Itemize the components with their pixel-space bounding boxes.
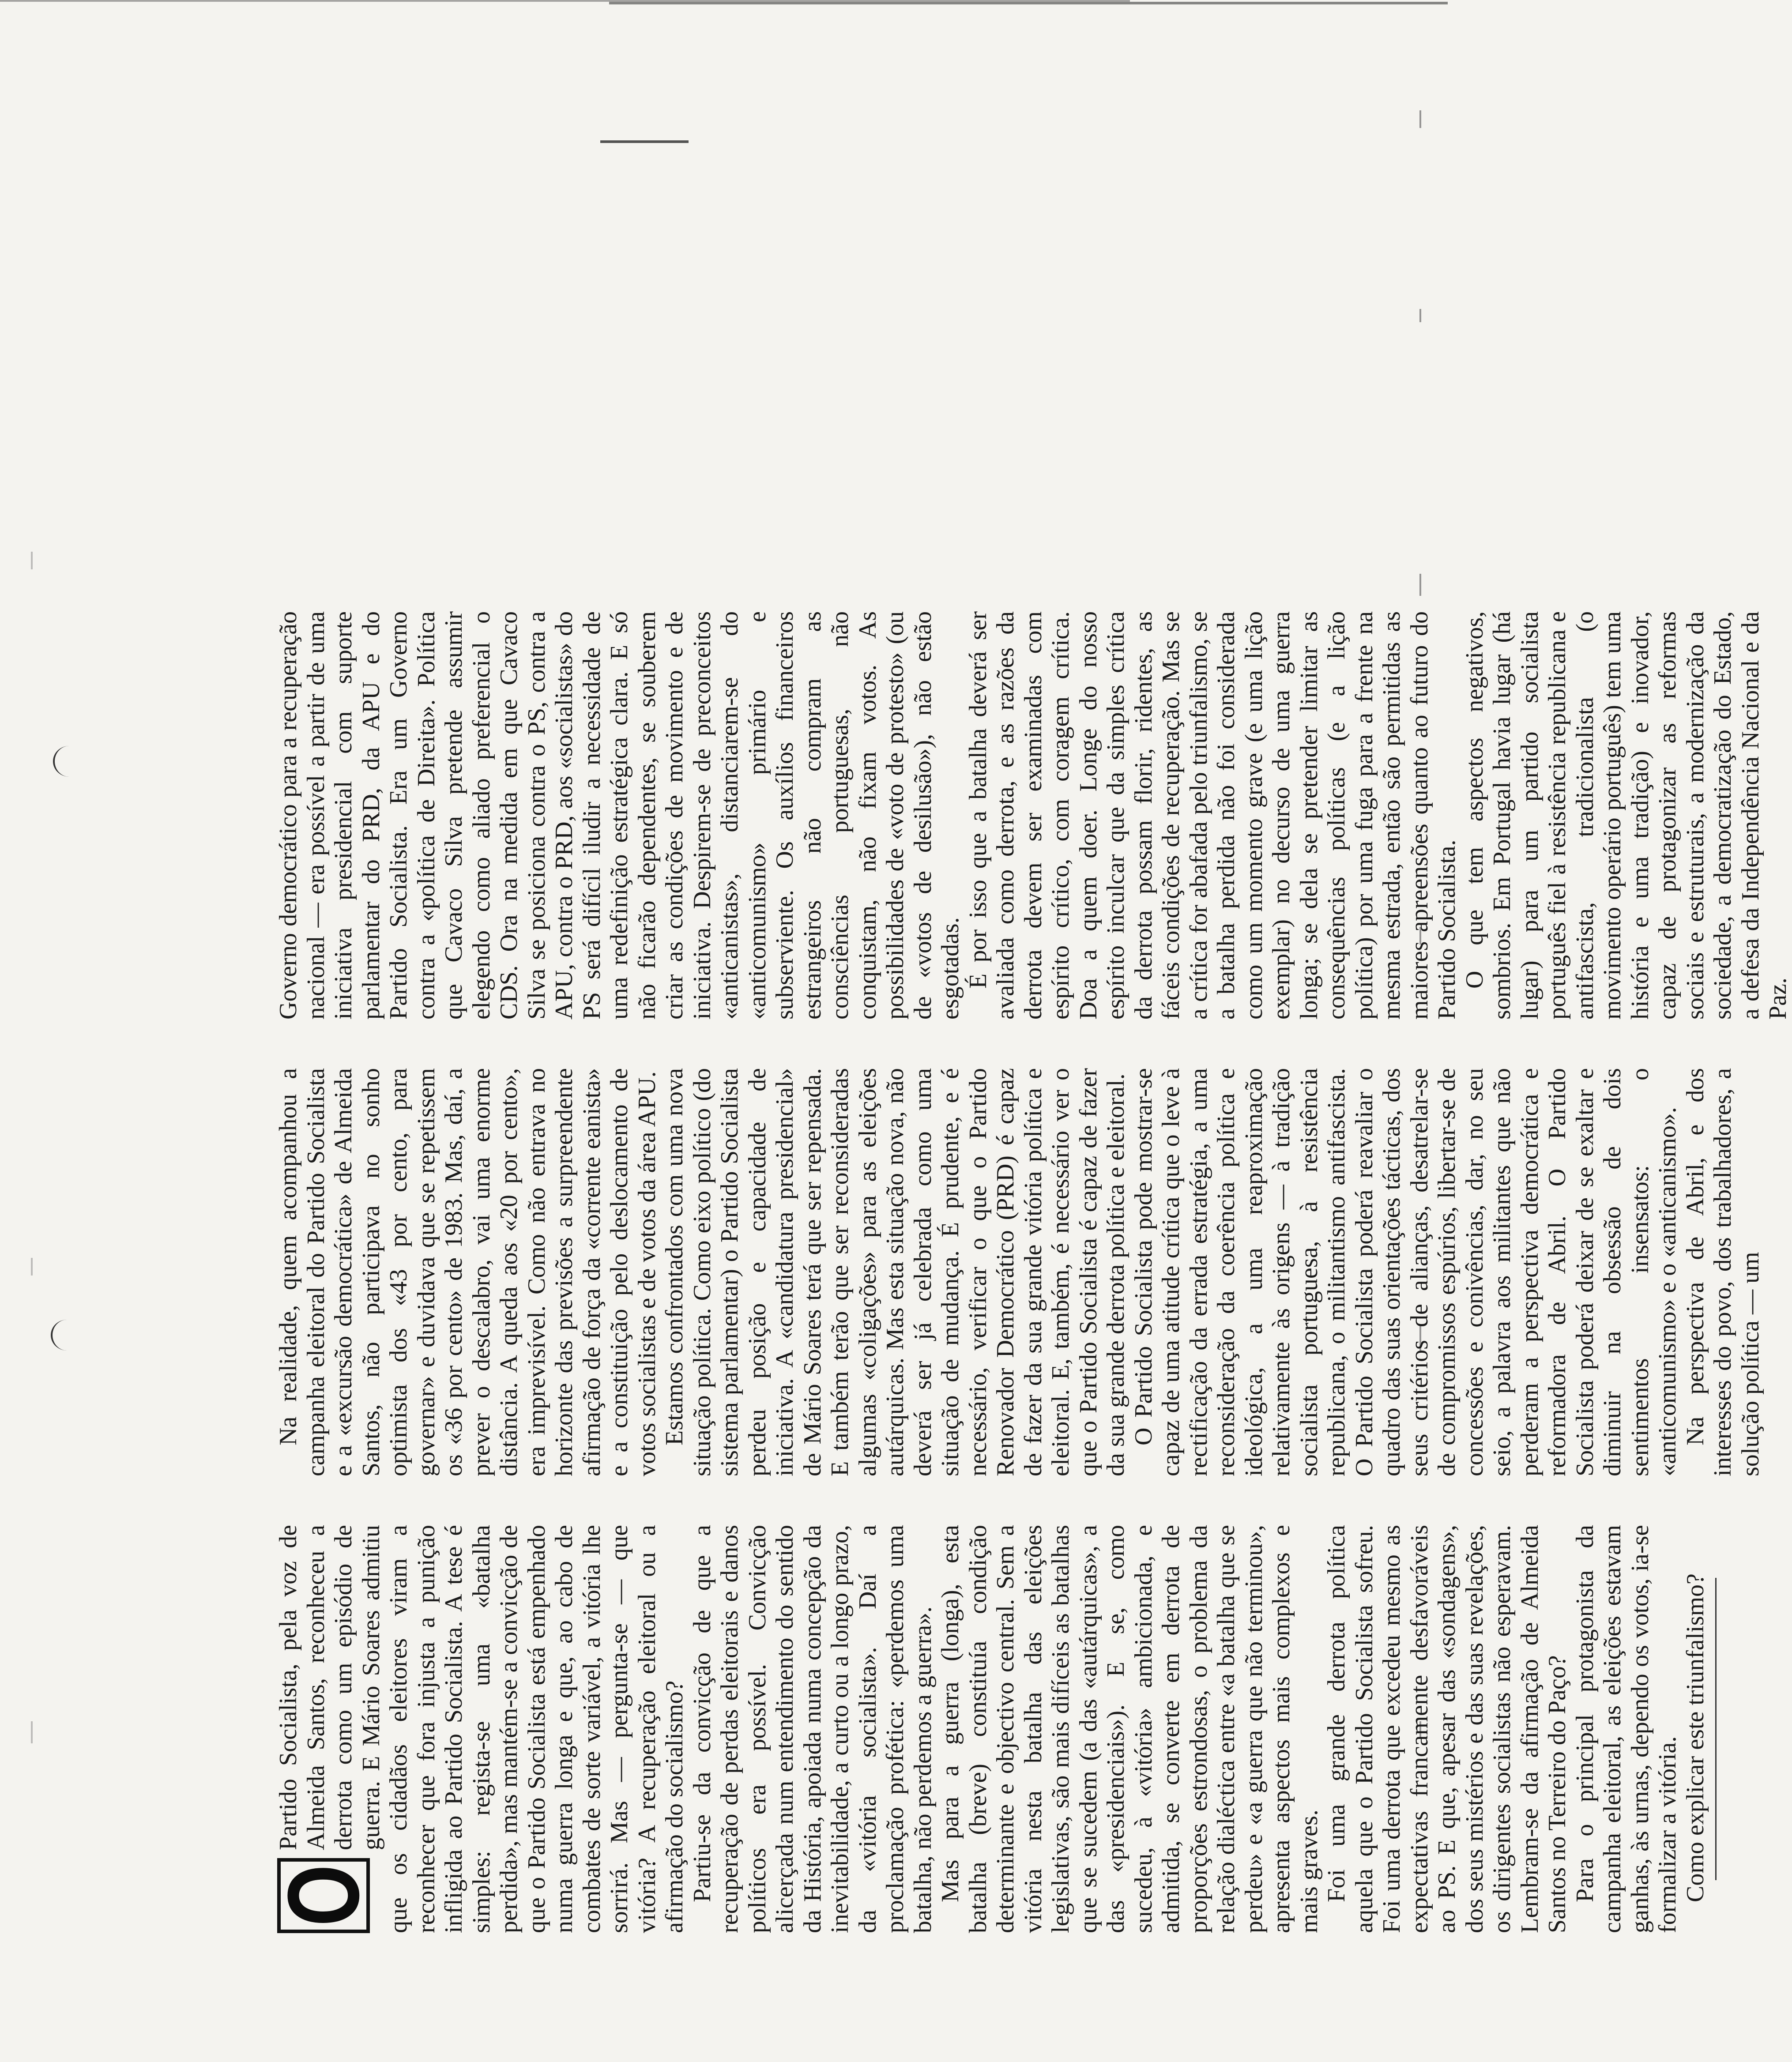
paragraph: [267, 1525, 689, 1933]
paragraph: Para o principal protagonista da campanha eleitoral, as eleições estavam ganhas, às urnas, dependo os votos, ia-se formalizar a vitória.: [1571, 1525, 1681, 1933]
paragraph: Na perspectiva de Abril, e dos interesses do povo, dos trabalhadores, a solução política — um: [1681, 1068, 1764, 1476]
scan-dash-mark: [31, 1258, 33, 1276]
paragraph: O Partido Socialista pode mostrar-se capaz de uma atitude crítica que o leve à rectificação da errada estratégia, a uma reconsideração da coerência política e ideológica, a uma reaproximação relativamente às origens — à tradição socialista portuguesa, à resistência republicana, o militantismo antifascista. O Partido Socialista poderá reavaliar o quadro das suas orientações tácticas, dos seus critérios de alianças, desatrelar-se de compromissos espúrios, libertar-se de concessões e conivências, dar, no seu seio, a palavra aos militantes que não perderam a perspectiva democrática e reformadora de Abril. O Partido Socialista poderá deixar de se exaltar e diminuir na obsessão de dois sentimentos insensatos: o «anticomunismo» e o «anticanismo».: [1129, 1068, 1681, 1476]
scan-dash-mark: [31, 552, 33, 569]
binding-hole-mark: [51, 1320, 83, 1351]
drop-cap-letter: O: [277, 1858, 370, 1933]
paragraph: Foi uma grande derrota política aquela que o Partido Socialista sofreu. Foi uma derrota que excedeu mesmo as expectativas francamente desfavoráveis ao PS. E que, apesar das «sondagens», dos seus mistérios e das suas revelações, os dirigentes socialistas não esperavam. Lembram-se da afirmação de Almeida Santos no Terreiro do Paço?: [1323, 1525, 1571, 1933]
scan-top-line: [609, 2, 1448, 4]
paragraph: Como explicar este triunfalismo?: [1681, 1573, 1709, 1902]
paragraph: Partiu-se da convicção de que a recuperação de perdas eleitorais e danos políticos era possível. Convicção alicerçada num entendimento do sentido da História, apoiada numa concepção da inevitabilidade, a curto ou a longo prazo, da «vitória socialista». Daí a proclamação profética: «perdemos uma batalha, não perdemos a guerra».: [688, 1525, 937, 1933]
closing-rule: [1715, 1578, 1717, 1880]
scan-dash-mark: [1419, 574, 1421, 596]
article-column-3: [275, 611, 1792, 1020]
paragraph: Na realidade, quem acompanhou a campanha eleitoral do Partido Socialista e a «excursão democrática» de Almeida Santos, não participava no sonho optimista dos «43 por cento, para governar» e duvidava que se repetissem os «36 por cento» de 1983. Mas, daí, a prever o descalabro, vai uma enorme distância. A queda aos «20 por cento», era imprevisível. Como não entrava no horizonte das previsões a surpreendente afirmação de força da «corrente eanista» e a constituição pelo deslocamento de votos socialistas e de votos da área APU.: [275, 1068, 661, 1476]
binding-hole-mark: [53, 746, 86, 777]
article-column-2: [275, 1068, 1764, 1476]
paragraph-text: Partido Socialista, pela voz de Almeida Santos, reconheceu a derrota como um episódio de guerra. E Mário Soares admitiu que os cidadãos eleitores viram a reconhecer que fora injusta a punição infligida ao Partido Socialista. A tese é simples: regista-se uma «batalha perdida», mas mantém-se a convicção de que o Partido Socialista está empenhado numa guerra longa e que, ao cabo de combates de sorte variável, a vitória lhe sorrirá. Mas — pergunta-se — que vitória? A recuperação eleitoral ou a afirmação do socialismo?: [275, 1525, 688, 1933]
paragraph: Governo democrático para a recuperação nacional — era possível a partir de uma iniciativa presidencial com suporte parlamentar do PRD, da APU e do Partido Socialista. Era um Governo contra a «política de Direita». Política que Cavaco Silva pretende assumir elegendo como aliado preferencial o CDS. Ora na medida em que Cavaco Silva se posiciona contra o PS, contra a APU, contra o PRD, aos «socialistas» do PS será difícil iludir a necessidade de uma redefinição estratégica clara. E só não ficarão dependentes, se souberem criar as condições de movimento e de iniciativa. Despirem-se de preconceitos «anticanistas», distanciarem-se do «anticomunismo» primário e subserviente. Os auxílios financeiros estrangeiros não compram as consciências portuguesas, não conquistam, não fixam votos. As possibilidades de «voto de protesto» (ou de «votos de desilusão»), não estão esgotadas.: [275, 611, 964, 1020]
paragraph: O que tem aspectos negativos, sombrios. Em Portugal havia lugar (há lugar) para um partido socialista português fiel à resistência republicana e antifascista, tradicionalista (o movimento operário português) tem uma história e uma tradição) e inovador, capaz de protagonizar as reformas sociais e estruturais, a modernização da sociedade, a democratização do Estado, a defesa da Independência Nacional e da Paz.: [1461, 611, 1792, 1020]
scan-dash-mark: [1419, 309, 1421, 322]
scan-dash-mark: [31, 1721, 33, 1743]
paragraph: Estamos confrontados com uma nova situação política. Como eixo político (do sistema parlamentar) o Partido Socialista perdeu posição e capacidade de iniciativa. A «candidatura presidencial» de Mário Soares terá que ser repensada. E também terão que ser reconsideradas algumas «coligações» para as eleições autárquicas. Mas esta situação nova, não deverá ser já celebrada como uma situação de mudança. É prudente, e é necessário, verificar o que o Partido Renovador Democrático (PRD) é capaz de fazer da sua grande vitória política e eleitoral. E, também, é necessário ver o que o Partido Socialista é capaz de fazer da sua grande derrota política e eleitoral.: [661, 1068, 1129, 1476]
article-sheet: [267, 159, 1792, 1933]
article-columns: [267, 159, 1792, 1933]
scan-hairline: [600, 140, 689, 143]
scan-dash-mark: [1419, 110, 1421, 128]
paragraph: Mas para a guerra (longa), esta batalha (breve) constituía condição determinante e objectivo central. Sem a vitória nesta batalha das eleições legislativas, são mais difíceis as batalhas que se sucedem (a das «autárquicas», a das «presidenciais»). E se, como sucedeu, à «vitória» ambicionada, e admitida, se converte em derrota de proporções estrondosas, o problema da relação dialéctica entre «a batalha que se perdeu» e «a guerra que não terminou», apresenta aspectos mais complexos e mais graves.: [937, 1525, 1323, 1933]
article-column-1: [267, 1525, 1709, 1933]
paragraph: É por isso que a batalha deverá ser avaliada como derrota, e as razões da derrota devem ser examinadas com espírito crítico, com coragem crítica. Doa a quem doer. Longe do nosso espírito inculcar que da simples crítica da derrota possam florir, ridentes, as fáceis condições de recuperação. Mas se a crítica for abafada pelo triunfalismo, se a batalha perdida não foi considerada como um momento grave (e uma lição exemplar) no decurso de uma guerra longa; se dela se pretender limitar as consequências políticas (e a lição política) por uma fuga para a frente na mesma estrada, então são permitidas as maiores apreensões quanto ao futuro do Partido Socialista.: [964, 611, 1461, 1020]
scan-bottom-rule: [0, 0, 1130, 2]
